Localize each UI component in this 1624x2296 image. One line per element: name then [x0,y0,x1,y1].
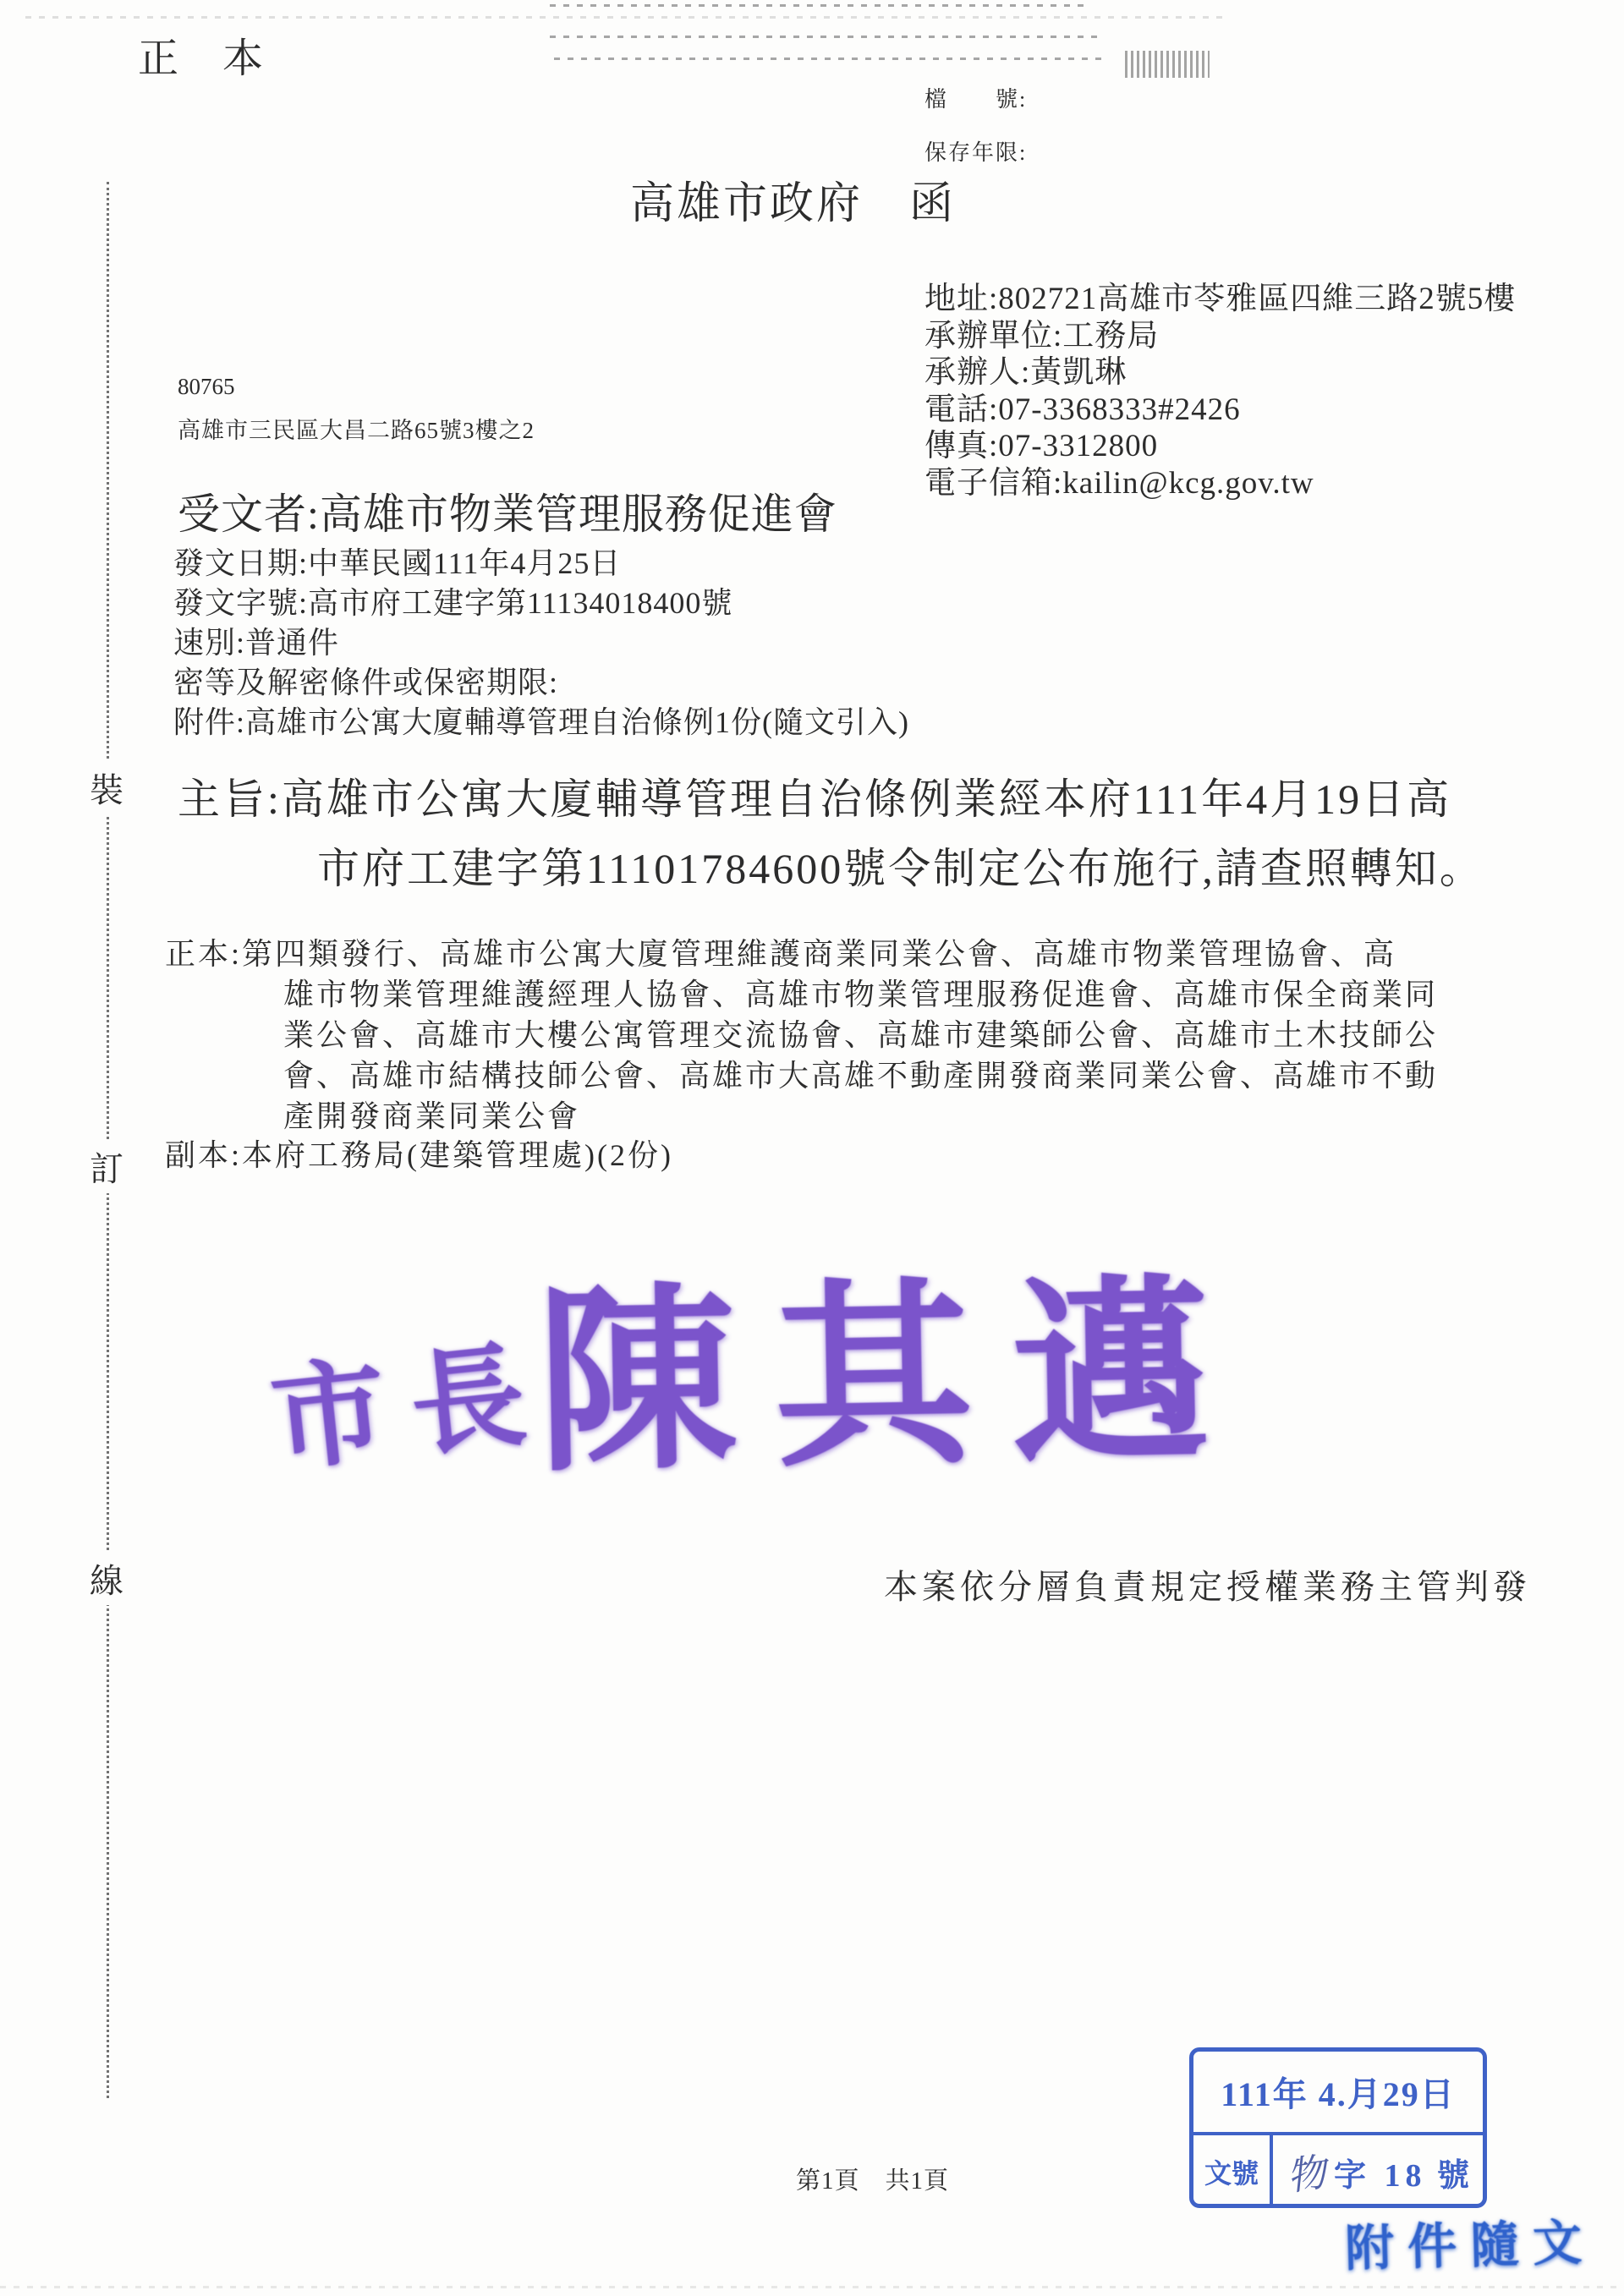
scan-artifact-strip [25,16,1226,19]
sender-fax: 傳真:07-3312800 [924,429,1159,463]
subject-line-1: 主旨:高雄市公寓大廈輔導管理自治條例業經本府111年4月19日高 [178,775,1452,823]
scan-artifact-strip [0,2286,1624,2288]
copy-recipients-line: 副本:本府工務局(建築管理處)(2份) [165,1138,673,1172]
sender-unit: 承辦單位:工務局 [924,318,1160,353]
mayor-name-stamp: 陳其邁 [535,1262,1250,1495]
copy-type-label: 正 本 [138,36,266,81]
file-number-label: 檔 號: [924,87,1028,112]
original-recipients-line: 產開發商業同業公會 [283,1099,581,1133]
original-recipients-line: 正本:第四類發行、高雄市公寓大廈管理維護商業同業公會、高雄市物業管理協會、高 [165,937,1397,971]
secrecy-line: 密等及解密條件或保密期限: [173,666,559,699]
page-number-info: 第1頁 共1頁 [796,2167,950,2195]
binding-label-xian: 線 [90,1552,123,1605]
sender-address: 地址:802721高雄市苓雅區四維三路2號5樓 [924,282,1517,316]
sender-phone: 電話:07-3368333#2426 [924,392,1241,427]
mayor-title-stamp: 市長 [266,1331,557,1486]
retention-period-label: 保存年限: [924,140,1028,165]
document-title: 高雄市政府 函 [630,180,957,228]
original-recipients-line: 業公會、高雄市大樓公寓管理交流協會、高雄市建築師公會、高雄市土木技師公 [283,1018,1439,1052]
binding-label-zhuang: 裝 [90,761,123,814]
subject-line-2: 市府工建字第11101784600號令制定公布施行,請查照轉知。 [317,845,1484,892]
recipient-line: 受文者:高雄市物業管理服務促進會 [178,490,837,538]
sender-contact-block [924,281,1516,501]
scan-artifact-block [1125,51,1210,78]
scan-artifact-strip [550,36,1100,38]
recipient-address: 高雄市三民區大昌二路65號3樓之2 [178,418,535,443]
scan-artifact-strip [554,58,1104,60]
stamp-handwritten-char: 物 [1284,2151,1329,2199]
original-recipients-line: 會、高雄市結構技師公會、高雄市大高雄不動產開發商業同業公會、高雄市不動 [283,1059,1439,1093]
doc-number-line: 發文字號:高市府工建字第11134018400號 [173,586,733,620]
attachment-follows-stamp: 附件隨文 [1344,2215,1596,2277]
stamp-date-row: 111年 4.月29日 [1193,2052,1483,2135]
received-date-stamp [1189,2047,1487,2208]
sender-email: 電子信箱:kailin@kcg.gov.tw [924,465,1314,501]
original-recipients-line: 雄市物業管理維護經理人協會、高雄市物業管理服務促進會、高雄市保全商業同 [283,978,1439,1011]
authorization-note: 本案依分層負責規定授權業務主管判發 [884,1568,1531,1606]
scan-artifact-strip [550,4,1091,7]
attachment-line: 附件:高雄市公寓大廈輔導管理自治條例1份(隨文引入) [173,705,909,739]
recipient-postal-code: 80765 [178,374,235,399]
issue-date-line: 發文日期:中華民國111年4月25日 [173,546,622,580]
stamp-number-suffix: 號 [1436,2157,1469,2194]
speed-class-line: 速別:普通件 [173,626,340,660]
stamp-number-row [1193,2135,1483,2208]
stamp-doc-number-value [1273,2135,1483,2208]
stamp-number-text: 字 18 [1334,2157,1427,2194]
stamp-doc-number-label: 文號 [1193,2135,1273,2208]
sender-contact-person: 承辦人:黃凱琳 [924,355,1127,390]
binding-label-ding: 訂 [90,1140,123,1193]
